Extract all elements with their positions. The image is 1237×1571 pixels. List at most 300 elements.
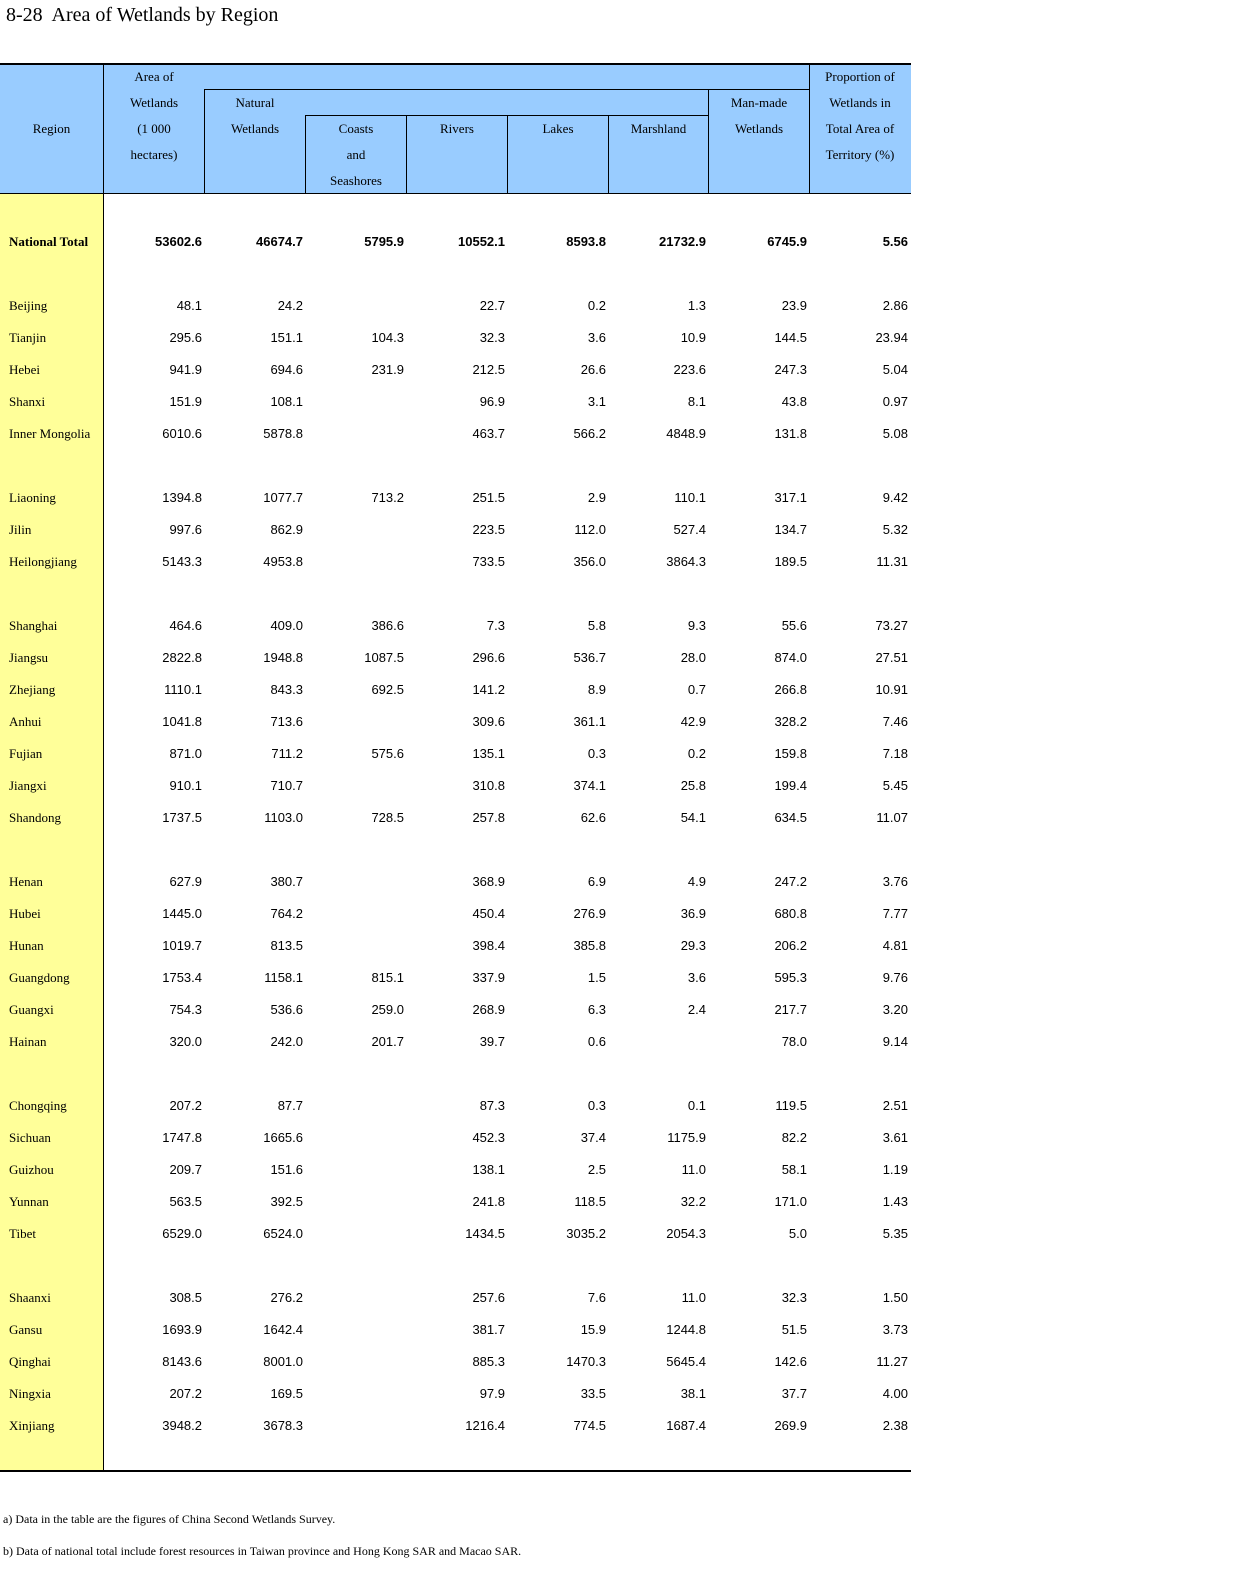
table-cell: 7.18 (882, 746, 908, 761)
table-cell: 595.3 (774, 970, 807, 985)
table-cell: 6745.9 (767, 234, 807, 249)
table-cell: 53602.6 (155, 234, 202, 249)
region-name: Guangxi (9, 1002, 54, 1017)
table-cell: 536.6 (270, 1002, 303, 1017)
table-cell: 4953.8 (263, 554, 303, 569)
table-cell: 78.0 (781, 1034, 807, 1049)
region-name: National Total (9, 234, 89, 249)
table-cell: 3.6 (687, 970, 706, 985)
region-name: Liaoning (9, 490, 56, 505)
header-area-line4: hectares) (130, 147, 178, 162)
table-cell: 151.9 (169, 394, 202, 409)
region-name: Gansu (9, 1322, 43, 1337)
table-cell: 6010.6 (162, 426, 202, 441)
table-cell: 5645.4 (666, 1354, 706, 1369)
table-cell: 368.9 (472, 874, 505, 889)
table-cell: 201.7 (371, 1034, 404, 1049)
table-cell: 62.6 (580, 810, 606, 825)
table-cell: 32.2 (680, 1194, 706, 1209)
table-cell: 862.9 (270, 522, 303, 537)
footnote-a: a) Data in the table are the figures of China Second Wetlands Survey. (3, 1512, 336, 1526)
table-cell: 374.1 (573, 778, 606, 793)
table-cell: 43.8 (781, 394, 807, 409)
table-cell: 2.5 (587, 1162, 606, 1177)
region-name: Hainan (9, 1034, 47, 1049)
table-cell: 295.6 (169, 330, 202, 345)
table-row (0, 938, 911, 958)
table-cell: 463.7 (472, 426, 505, 441)
table-cell: 563.5 (169, 1194, 202, 1209)
region-name: Zhejiang (9, 682, 56, 697)
table-cell: 337.9 (472, 970, 505, 985)
region-name: Jilin (9, 522, 32, 537)
table-cell: 5795.9 (364, 234, 404, 249)
table-cell: 38.1 (680, 1386, 706, 1401)
table-cell: 32.3 (479, 330, 505, 345)
table-cell: 728.5 (371, 810, 404, 825)
page-title: 8-28 Area of Wetlands by Region (6, 4, 279, 26)
table-cell: 112.0 (574, 522, 606, 537)
table-row (0, 874, 911, 894)
header-coasts-line2: and (346, 147, 366, 162)
header-marshland: Marshland (630, 121, 687, 136)
table-cell: 9.3 (687, 618, 706, 633)
table-cell: 2.4 (687, 1002, 706, 1017)
header-coasts-line1: Coasts (338, 121, 374, 136)
table-cell: 9.76 (882, 970, 908, 985)
header-manmade-line2: Wetlands (734, 121, 784, 136)
table-row (0, 682, 911, 702)
table-cell: 1687.4 (666, 1418, 706, 1433)
table-cell: 8593.8 (566, 234, 606, 249)
table-row-national-total (0, 234, 911, 254)
table-cell: 1434.5 (465, 1226, 505, 1241)
table-cell: 4.81 (882, 938, 908, 953)
table-cell: 11.07 (876, 810, 908, 825)
table-row (0, 1034, 911, 1054)
region-name: Shanxi (9, 394, 46, 409)
table-cell: 21732.9 (659, 234, 706, 249)
table-cell: 774.5 (573, 1418, 606, 1433)
header-natural-line1: Natural (235, 95, 275, 110)
table-row (0, 426, 911, 446)
table-cell: 1.43 (882, 1194, 908, 1209)
table-cell: 0.97 (882, 394, 908, 409)
table-row (0, 394, 911, 414)
table-cell: 813.5 (270, 938, 303, 953)
table-cell: 575.6 (371, 746, 404, 761)
table-cell: 452.3 (472, 1130, 505, 1145)
table-cell: 4.9 (687, 874, 706, 889)
table-cell: 37.7 (781, 1386, 807, 1401)
table-cell: 328.2 (774, 714, 807, 729)
table-cell: 29.3 (680, 938, 706, 953)
table-cell: 409.0 (270, 618, 303, 633)
table-cell: 142.6 (774, 1354, 807, 1369)
table-cell: 1665.6 (263, 1130, 303, 1145)
table-cell: 1041.8 (162, 714, 202, 729)
table-cell: 710.7 (270, 778, 303, 793)
table-cell: 692.5 (371, 682, 404, 697)
table-cell: 3035.2 (566, 1226, 606, 1241)
region-name: Chongqing (9, 1098, 67, 1113)
table-row (0, 1098, 911, 1118)
table-cell: 151.1 (270, 330, 303, 345)
region-name: Shaanxi (9, 1290, 51, 1305)
table-cell: 4.00 (882, 1386, 908, 1401)
table-cell: 11.31 (876, 554, 908, 569)
table-cell: 2.51 (882, 1098, 908, 1113)
table-cell: 199.4 (774, 778, 807, 793)
header-lakes: Lakes (542, 121, 574, 136)
table-cell: 37.4 (580, 1130, 606, 1145)
table-cell: 5.56 (882, 234, 908, 249)
table-cell: 1103.0 (264, 810, 303, 825)
table-cell: 9.14 (882, 1034, 908, 1049)
table-cell: 223.5 (472, 522, 505, 537)
table-cell: 134.7 (774, 522, 807, 537)
table-cell: 0.7 (687, 682, 706, 697)
table-cell: 269.9 (774, 1418, 807, 1433)
table-cell: 108.1 (270, 394, 303, 409)
header-manmade-line1: Man-made (730, 95, 788, 110)
table-cell: 997.6 (169, 522, 202, 537)
region-name: Jiangsu (9, 650, 48, 665)
table-row (0, 1290, 911, 1310)
table-row (0, 1130, 911, 1150)
table-cell: 3.73 (882, 1322, 908, 1337)
header-bottom-rule (0, 193, 911, 194)
table-cell: 11.27 (876, 1354, 908, 1369)
footnote-b: b) Data of national total include forest resources in Taiwan province and Hong Kong SAR and Macao SAR. (3, 1544, 522, 1558)
table-cell: 1019.7 (162, 938, 202, 953)
table-cell: 398.4 (472, 938, 505, 953)
table-cell: 5.45 (882, 778, 908, 793)
table-cell: 3678.3 (263, 1418, 303, 1433)
table-row (0, 1354, 911, 1374)
table-cell: 450.4 (472, 906, 505, 921)
table-cell: 310.8 (472, 778, 505, 793)
table-cell: 627.9 (169, 874, 202, 889)
table-cell: 5.04 (882, 362, 908, 377)
table-cell: 1470.3 (566, 1354, 606, 1369)
table-cell: 209.7 (169, 1162, 202, 1177)
region-name: Jiangxi (9, 778, 47, 793)
table-cell: 6.9 (587, 874, 606, 889)
table-cell: 10.91 (875, 682, 908, 697)
region-name: Hubei (9, 906, 41, 921)
table-cell: 733.5 (472, 554, 505, 569)
wetlands-table (0, 63, 911, 1472)
table-cell: 680.8 (774, 906, 807, 921)
table-cell: 82.2 (781, 1130, 807, 1145)
table-cell: 46674.7 (256, 234, 303, 249)
table-cell: 42.9 (680, 714, 706, 729)
table-cell: 159.8 (774, 746, 807, 761)
table-cell: 119.5 (775, 1098, 807, 1113)
region-name: Fujian (9, 746, 43, 761)
table-cell: 6.3 (587, 1002, 606, 1017)
table-cell: 118.5 (574, 1194, 606, 1209)
table-cell: 7.3 (486, 618, 505, 633)
table-cell: 22.7 (479, 298, 505, 313)
table-cell: 231.9 (371, 362, 404, 377)
table-row (0, 970, 911, 990)
table-cell: 131.8 (774, 426, 807, 441)
table-cell: 3.76 (882, 874, 908, 889)
table-cell: 843.3 (270, 682, 303, 697)
table-cell: 871.0 (169, 746, 202, 761)
table-cell: 0.6 (587, 1034, 606, 1049)
header-natural-line2: Wetlands (230, 121, 280, 136)
region-name: Hunan (9, 938, 44, 953)
table-cell: 3.6 (587, 330, 606, 345)
table-row (0, 554, 911, 574)
table-cell: 87.7 (277, 1098, 303, 1113)
table-cell: 309.6 (472, 714, 505, 729)
table-cell: 223.6 (673, 362, 706, 377)
table-cell: 1077.7 (263, 490, 303, 505)
region-name: Qinghai (9, 1354, 51, 1369)
region-name: Anhui (9, 714, 42, 729)
table-cell: 6524.0 (263, 1226, 303, 1241)
table-cell: 217.7 (774, 1002, 807, 1017)
table-cell: 1.19 (882, 1162, 908, 1177)
table-row (0, 1322, 911, 1342)
table-cell: 6529.0 (162, 1226, 202, 1241)
region-name: Ningxia (9, 1386, 51, 1401)
table-cell: 320.0 (169, 1034, 202, 1049)
table-cell: 36.9 (680, 906, 706, 921)
table-row (0, 1418, 911, 1438)
table-cell: 207.2 (169, 1386, 202, 1401)
table-cell: 2822.8 (162, 650, 202, 665)
table-cell: 464.6 (169, 618, 202, 633)
table-cell: 5.35 (882, 1226, 908, 1241)
table-cell: 5.32 (882, 522, 908, 537)
header-area-line1: Area of (134, 69, 174, 84)
region-name: Guizhou (9, 1162, 54, 1177)
region-name: Yunnan (9, 1194, 49, 1209)
region-name: Shandong (9, 810, 61, 825)
table-cell: 5.08 (882, 426, 908, 441)
table-cell: 3.20 (882, 1002, 908, 1017)
table-cell: 1948.8 (263, 650, 303, 665)
table-cell: 73.27 (875, 618, 908, 633)
table-row (0, 1226, 911, 1246)
table-cell: 2.9 (587, 490, 606, 505)
table-cell: 296.6 (472, 650, 505, 665)
header-area-line2: Wetlands (129, 95, 179, 110)
table-cell: 87.3 (479, 1098, 505, 1113)
header-proportion-line1: Proportion of (825, 69, 895, 84)
table-row (0, 1386, 911, 1406)
table-row (0, 1194, 911, 1214)
table-cell: 385.8 (573, 938, 606, 953)
region-name: Xinjiang (9, 1418, 55, 1433)
table-cell: 380.7 (270, 874, 303, 889)
table-cell: 4848.9 (666, 426, 706, 441)
table-cell: 8.9 (587, 682, 606, 697)
table-cell: 1158.1 (264, 970, 303, 985)
table-cell: 171.0 (774, 1194, 807, 1209)
table-cell: 7.6 (587, 1290, 606, 1305)
table-cell: 1394.8 (162, 490, 202, 505)
table-cell: 8143.6 (162, 1354, 202, 1369)
table-cell: 694.6 (270, 362, 303, 377)
table-cell: 141.2 (472, 682, 505, 697)
table-cell: 317.1 (774, 490, 807, 505)
table-cell: 910.1 (169, 778, 202, 793)
table-cell: 5143.3 (162, 554, 202, 569)
table-cell: 1753.4 (162, 970, 202, 985)
table-cell: 54.1 (680, 810, 706, 825)
table-cell: 0.2 (687, 746, 706, 761)
table-cell: 1693.9 (162, 1322, 202, 1337)
table-cell: 11.0 (681, 1290, 706, 1305)
table-cell: 96.9 (479, 394, 505, 409)
table-cell: 754.3 (169, 1002, 202, 1017)
header-coasts-line3: Seashores (330, 173, 382, 188)
table-row (0, 906, 911, 926)
table-cell: 23.9 (781, 298, 807, 313)
table-cell: 527.4 (673, 522, 706, 537)
table-cell: 247.2 (774, 874, 807, 889)
region-column-divider (103, 63, 104, 1472)
table-cell: 206.2 (774, 938, 807, 953)
table-cell: 23.94 (875, 330, 908, 345)
table-cell: 381.7 (472, 1322, 505, 1337)
table-cell: 169.5 (270, 1386, 303, 1401)
table-cell: 24.2 (277, 298, 303, 313)
region-column-background (0, 193, 103, 1470)
table-cell: 33.5 (580, 1386, 606, 1401)
table-cell: 10552.1 (458, 234, 505, 249)
table-cell: 151.6 (270, 1162, 303, 1177)
header-proportion-line4: Territory (%) (825, 147, 895, 162)
table-cell: 634.5 (774, 810, 807, 825)
table-cell: 7.77 (882, 906, 908, 921)
table-cell: 276.9 (573, 906, 606, 921)
table-cell: 268.9 (472, 1002, 505, 1017)
table-cell: 3864.3 (666, 554, 706, 569)
table-cell: 361.1 (573, 714, 606, 729)
table-cell: 1.50 (882, 1290, 908, 1305)
header-rivers: Rivers (440, 121, 474, 136)
table-cell: 3948.2 (162, 1418, 202, 1433)
table-row (0, 810, 911, 830)
table-cell: 0.1 (687, 1098, 706, 1113)
table-cell: 5.0 (788, 1226, 807, 1241)
table-row (0, 746, 911, 766)
table-row (0, 618, 911, 638)
table-cell: 2054.3 (666, 1226, 706, 1241)
table-cell: 1216.4 (465, 1418, 505, 1433)
table-cell: 247.3 (774, 362, 807, 377)
table-row (0, 778, 911, 798)
region-name: Guangdong (9, 970, 70, 985)
table-cell: 5878.8 (263, 426, 303, 441)
table-cell: 3.1 (587, 394, 606, 409)
table-cell: 0.3 (587, 746, 606, 761)
table-row (0, 1002, 911, 1022)
table-cell: 7.46 (882, 714, 908, 729)
table-cell: 1445.0 (162, 906, 202, 921)
table-cell: 941.9 (169, 362, 202, 377)
table-cell: 713.6 (270, 714, 303, 729)
table-cell: 3.61 (882, 1130, 908, 1145)
table-cell: 2.38 (882, 1418, 908, 1433)
table-cell: 8001.0 (263, 1354, 303, 1369)
table-cell: 104.3 (371, 330, 404, 345)
table-cell: 55.6 (781, 618, 807, 633)
table-cell: 711.2 (271, 746, 303, 761)
region-name: Sichuan (9, 1130, 51, 1145)
table-cell: 276.2 (270, 1290, 303, 1305)
table-cell: 25.8 (680, 778, 706, 793)
table-cell: 392.5 (270, 1194, 303, 1209)
region-name: Tianjin (9, 330, 47, 345)
table-cell: 28.0 (680, 650, 706, 665)
table-cell: 32.3 (781, 1290, 807, 1305)
table-cell: 144.5 (774, 330, 807, 345)
region-name: Heilongjiang (9, 554, 77, 569)
table-cell: 764.2 (270, 906, 303, 921)
table-cell: 8.1 (687, 394, 706, 409)
table-cell: 241.8 (472, 1194, 505, 1209)
region-name: Hebei (9, 362, 41, 377)
table-row (0, 1162, 911, 1182)
table-cell: 5.8 (587, 618, 606, 633)
table-row (0, 714, 911, 734)
table-cell: 189.5 (774, 554, 807, 569)
table-cell: 308.5 (169, 1290, 202, 1305)
table-cell: 815.1 (371, 970, 404, 985)
table-cell: 2.86 (882, 298, 908, 313)
table-cell: 51.5 (781, 1322, 807, 1337)
table-cell: 259.0 (371, 1002, 404, 1017)
table-row (0, 522, 911, 542)
table-cell: 251.5 (472, 490, 505, 505)
table-cell: 39.7 (479, 1034, 505, 1049)
table-row (0, 650, 911, 670)
table-cell: 1.3 (687, 298, 706, 313)
table-cell: 207.2 (169, 1098, 202, 1113)
region-name: Henan (9, 874, 43, 889)
table-row (0, 330, 911, 350)
table-cell: 1.5 (587, 970, 606, 985)
table-cell: 1087.5 (364, 650, 404, 665)
table-cell: 242.0 (270, 1034, 303, 1049)
region-name: Tibet (9, 1226, 36, 1241)
table-cell: 110.1 (674, 490, 706, 505)
table-bottom-rule (0, 1470, 911, 1472)
table-row (0, 362, 911, 382)
table-row (0, 490, 911, 510)
table-cell: 874.0 (774, 650, 807, 665)
table-cell: 0.2 (587, 298, 606, 313)
table-cell: 10.9 (680, 330, 706, 345)
table-cell: 566.2 (573, 426, 606, 441)
table-cell: 97.9 (479, 1386, 505, 1401)
region-name: Inner Mongolia (9, 426, 91, 441)
table-cell: 48.1 (176, 298, 202, 313)
table-cell: 885.3 (472, 1354, 505, 1369)
table-row (0, 298, 911, 318)
table-cell: 713.2 (371, 490, 404, 505)
table-cell: 536.7 (573, 650, 606, 665)
table-cell: 386.6 (371, 618, 404, 633)
